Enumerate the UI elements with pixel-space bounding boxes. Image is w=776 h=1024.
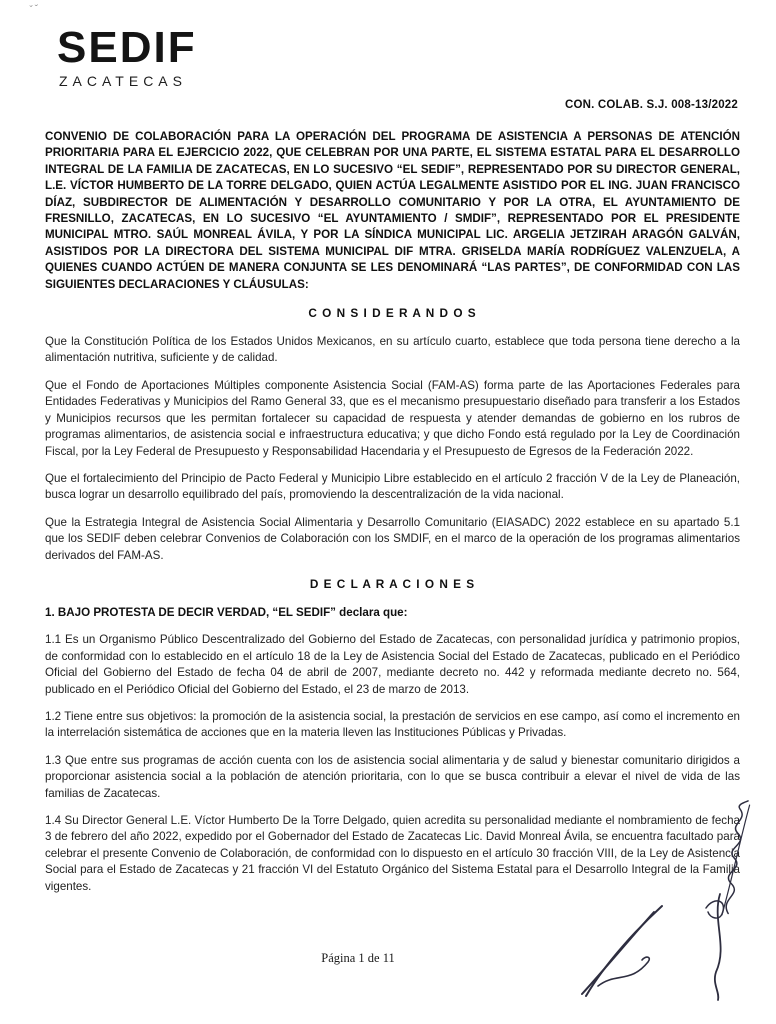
considerando-paragraph-1: Que la Constitución Política de los Estados Unidos Mexicanos, en su artículo cuarto, establece que toda persona tiene derecho a la alimentación nutritiva, suficiente y de calidad. [45,335,740,365]
logo-subtitle: ZACATECAS [59,73,187,89]
considerando-paragraph-2: Que el Fondo de Aportaciones Múltiples componente Asistencia Social (FAM-AS) forma parte de las Aportaciones Federales para Entidades Federativas y Municipios del Ramo General 33, que es el mecanismo presupuestario diseñado para transferir a los Estados y Municipios recursos que les permitan fortalecer su capacidad de respuesta y atender demandas de gobierno en los rubros de programas alimentarios, de asistencia social e infraestructura educativa; y que dicho Fondo está regulado por la Ley de Coordinación Fiscal, por la Ley Federal de Presupuesto y Responsabilidad Hacendaria y el Presupuesto de Egresos de la Federación 2022. [45,378,740,458]
considerando-paragraph-4: Que la Estrategia Integral de Asistencia Social Alimentaria y Desarrollo Comunitario (EIASADC) 2022 establece en su apartado 5.1 que los SEDIF deben celebrar Convenios de Colaboración con los SMDIF, en el marco de la operación de los programas alimentarios derivados del FAM-AS. [45,515,740,562]
declaracion-paragraph-1-2: 1.2 Tiene entre sus objetivos: la promoción de la asistencia social, la prestación de servicios en ese campo, así como el incremento en la interrelación sistemática de acciones que en la materia lleven las Instituciones Públicas y Privadas. [45,709,740,740]
declaraciones-heading: D E C L A R A C I O N E S [309,576,476,591]
sedif-logo [57,23,740,89]
considerandos-heading: C O N S I D E R A N D O S [308,306,477,321]
page-footer: Página 1 de 11 [321,951,395,965]
document-body [0,111,776,895]
declaracion-paragraph-1-3: 1.3 Que entre sus programas de acción cuenta con los de asistencia social alimentaria y de salud y bienestar comunitario dirigidos a proporcionar asistencia social a la población de atención prioritaria, con lo que se busca contribuir a elevar el nivel de vida de las familias de Zacatecas. [45,753,740,800]
document-header [0,0,776,89]
declaracion-paragraph-1-4: 1.4 Su Director General L.E. Víctor Humberto De la Torre Delgado, quien acredita su personalidad mediante el nombramiento de fecha 3 de febrero del año 2022, expedido por el Gobernador del Estado de Zacatecas Lic. David Monreal Ávila, se encuentra facultado para celebrar el presente Convenio de Colaboración, de conformidad con lo dispuesto en el artículo 30 fracción VIII, de la Ley de Asistencia Social para el Estado de Zacatecas y 21 fracción VI del Estatuto Orgánico del Sistema Estatal para el Desarrollo Integral de la Familia vigentes. [45,814,740,893]
intro-paragraph: CONVENIO DE COLABORACIÓN PARA LA OPERACIÓN DEL PROGRAMA DE ASISTENCIA A PERSONAS DE ATENCIÓN PRIORITARIA PARA EL EJERCICIO 2022, QUE CELEBRAN POR UNA PARTE, EL SISTEMA ESTATAL PARA EL DESARROLLO INTEGRAL DE LA FAMILIA DE ZACATECAS, EN LO SUCESIVO “EL SEDIF”, REPRESENTADO POR SU DIRECTOR GENERAL, L.E. VÍCTOR HUMBERTO DE LA TORRE DELGADO, QUIEN ACTÚA LEGALMENTE ASISTIDO POR EL ING. JUAN FRANCISCO DÍAZ, SUBDIRECTOR DE ALIMENTACIÓN Y DESARROLLO COMUNITARIO Y POR LA OTRA, EL AYUNTAMIENTO DE FRESNILLO, ZACATECAS, EN LO SUCESIVO “EL AYUNTAMIENTO / SMDIF”, REPRESENTADO POR EL PRESIDENTE MUNICIPAL MTRO. SAÚL MONREAL ÁVILA, Y POR LA SÍNDICA MUNICIPAL LIC. ARGELIA JETZIRAH ARAGÓN GALVÁN, ASISTIDOS POR LA DIRECTORA DEL SISTEMA MUNICIPAL DIF MTRA. GRISELDA MARÍA RODRÍGUEZ VALENZUELA, A QUIENES CUANDO ACTÚEN DE MANERA CONJUNTA SE LES DENOMINARÁ “LAS PARTES”, DE CONFORMIDAD CON LAS SIGUIENTES DECLARACIONES Y CLÁUSULAS: [45,130,740,291]
logo-title: SEDIF [57,23,197,72]
declaraciones-lead: 1. BAJO PROTESTA DE DECIR VERDAD, “EL SEDIF” declara que: [45,605,408,619]
scan-artifact-marks: ˇˇ [29,3,42,16]
declaracion-paragraph-1-1: 1.1 Es un Organismo Público Descentralizado del Gobierno del Estado de Zacatecas, con personalidad jurídica y patrimonio propios, de conformidad con lo establecido en el artículo 18 de la Ley de Asistencia Social del Estado de Zacatecas, publicado en el Periódico Oficial del Gobierno del Estado de fecha 04 de abril de 2007, mediante decreto no. 442 y reformada mediante decreto no. 564, publicado en el Periódico Oficial del Gobierno del Estado, el 23 de marzo de 2013. [45,633,740,696]
reference-number: CON. COLAB. S.J. 008-13/2022 [564,99,738,111]
initials-signature-icon [688,888,744,1004]
considerando-paragraph-3: Que el fortalecimiento del Principio de Pacto Federal y Municipio Libre establecido en el artículo 2 fracción V de la Ley de Planeación, busca lograr un desarrollo equilibrado del país, promoviendo la descentralización de la vida nacional. [45,471,740,502]
